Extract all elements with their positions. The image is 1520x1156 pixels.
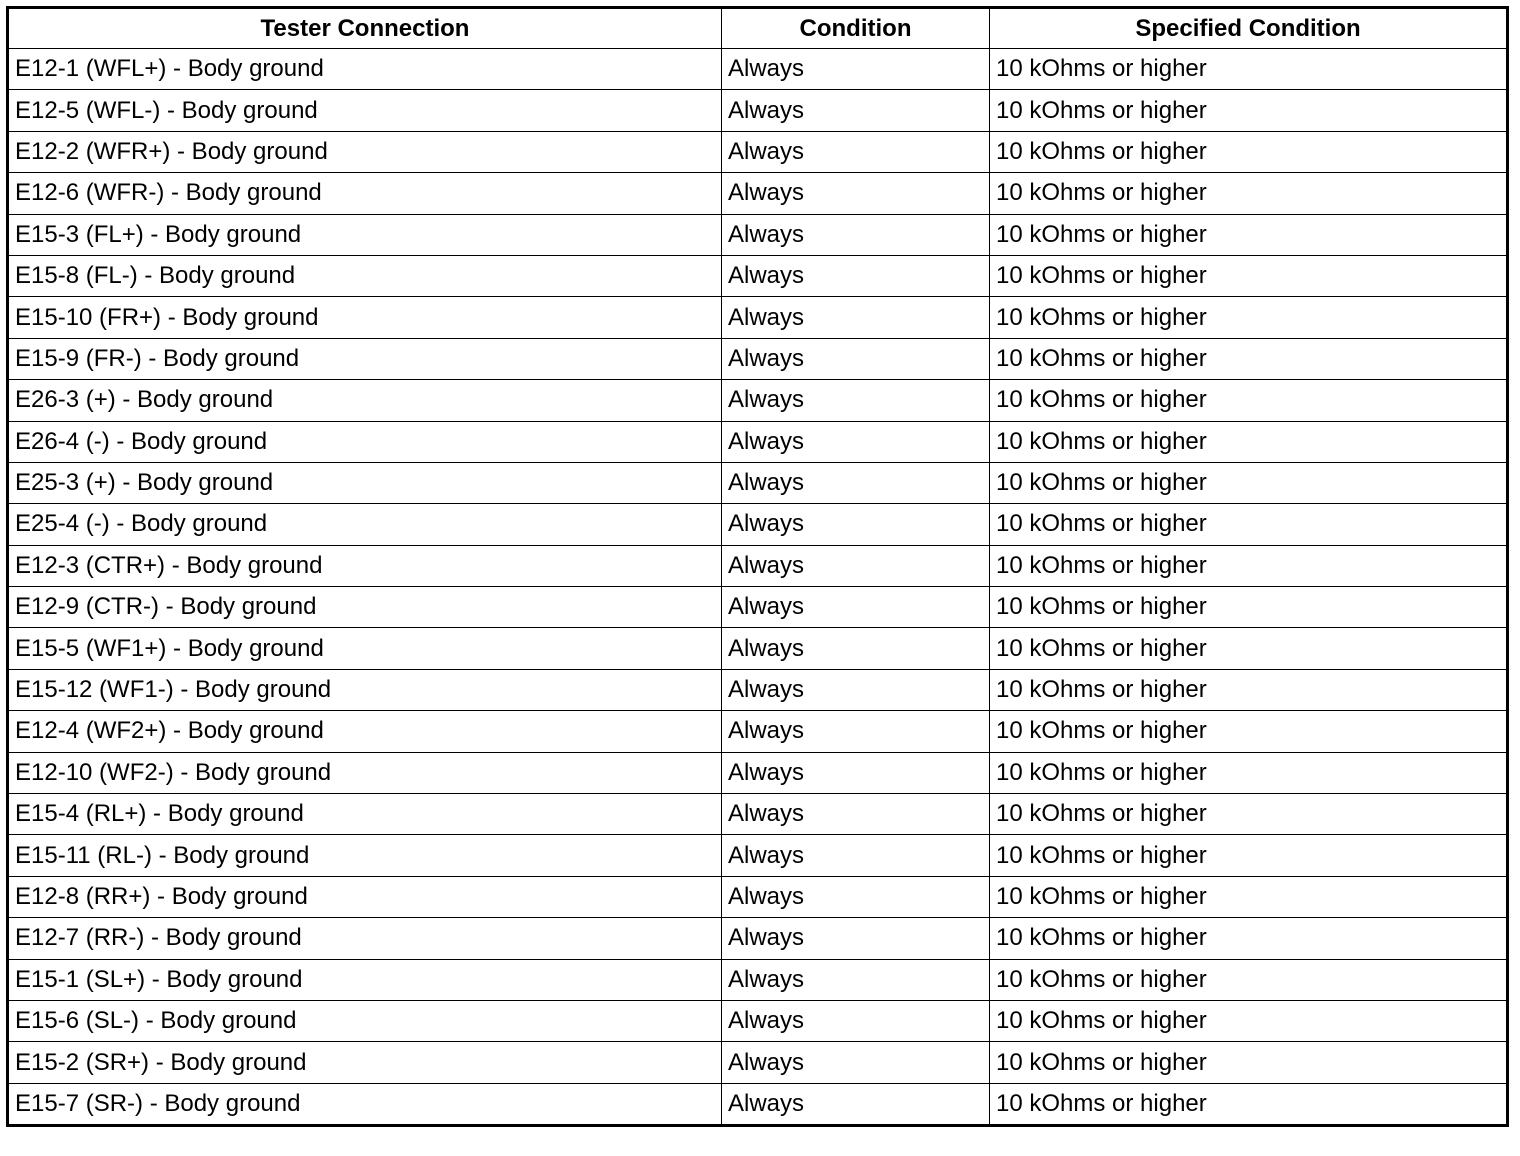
cell-specified-condition: 10 kOhms or higher — [990, 214, 1508, 255]
cell-specified-condition: 10 kOhms or higher — [990, 49, 1508, 90]
table-row — [8, 959, 1508, 1000]
cell-condition: Always — [722, 752, 990, 793]
cell-condition: Always — [722, 297, 990, 338]
cell-tester-connection: E25-4 (-) - Body ground — [8, 504, 722, 545]
cell-tester-connection: E12-3 (CTR+) - Body ground — [8, 545, 722, 586]
resistance-check-table-container — [6, 6, 1506, 1127]
table-row — [8, 214, 1508, 255]
cell-tester-connection: E15-7 (SR-) - Body ground — [8, 1083, 722, 1125]
cell-specified-condition: 10 kOhms or higher — [990, 90, 1508, 131]
cell-specified-condition: 10 kOhms or higher — [990, 131, 1508, 172]
table-row — [8, 173, 1508, 214]
table-row — [8, 297, 1508, 338]
header-tester-connection: Tester Connection — [8, 8, 722, 49]
cell-specified-condition: 10 kOhms or higher — [990, 255, 1508, 296]
cell-condition: Always — [722, 214, 990, 255]
table-row — [8, 628, 1508, 669]
cell-tester-connection: E15-6 (SL-) - Body ground — [8, 1000, 722, 1041]
header-specified-condition: Specified Condition — [990, 8, 1508, 49]
cell-condition: Always — [722, 1042, 990, 1083]
table-row — [8, 1000, 1508, 1041]
cell-tester-connection: E12-6 (WFR-) - Body ground — [8, 173, 722, 214]
cell-specified-condition: 10 kOhms or higher — [990, 380, 1508, 421]
cell-tester-connection: E25-3 (+) - Body ground — [8, 462, 722, 503]
cell-specified-condition: 10 kOhms or higher — [990, 876, 1508, 917]
cell-tester-connection: E15-9 (FR-) - Body ground — [8, 338, 722, 379]
cell-tester-connection: E15-8 (FL-) - Body ground — [8, 255, 722, 296]
table-row — [8, 835, 1508, 876]
cell-condition: Always — [722, 711, 990, 752]
cell-tester-connection: E15-10 (FR+) - Body ground — [8, 297, 722, 338]
cell-condition: Always — [722, 669, 990, 710]
cell-specified-condition: 10 kOhms or higher — [990, 918, 1508, 959]
cell-specified-condition: 10 kOhms or higher — [990, 462, 1508, 503]
cell-specified-condition: 10 kOhms or higher — [990, 338, 1508, 379]
table-body — [8, 49, 1508, 1126]
cell-tester-connection: E12-5 (WFL-) - Body ground — [8, 90, 722, 131]
cell-specified-condition: 10 kOhms or higher — [990, 1042, 1508, 1083]
cell-specified-condition: 10 kOhms or higher — [990, 297, 1508, 338]
cell-tester-connection: E15-2 (SR+) - Body ground — [8, 1042, 722, 1083]
cell-condition: Always — [722, 90, 990, 131]
cell-condition: Always — [722, 421, 990, 462]
cell-tester-connection: E15-5 (WF1+) - Body ground — [8, 628, 722, 669]
table-row — [8, 918, 1508, 959]
resistance-check-table — [6, 6, 1509, 1127]
table-header-row — [8, 8, 1508, 49]
cell-tester-connection: E15-4 (RL+) - Body ground — [8, 794, 722, 835]
cell-condition: Always — [722, 1000, 990, 1041]
cell-tester-connection: E15-1 (SL+) - Body ground — [8, 959, 722, 1000]
cell-condition: Always — [722, 380, 990, 421]
cell-specified-condition: 10 kOhms or higher — [990, 752, 1508, 793]
header-condition: Condition — [722, 8, 990, 49]
table-row — [8, 462, 1508, 503]
cell-tester-connection: E26-3 (+) - Body ground — [8, 380, 722, 421]
cell-specified-condition: 10 kOhms or higher — [990, 794, 1508, 835]
cell-condition: Always — [722, 918, 990, 959]
table-row — [8, 338, 1508, 379]
cell-tester-connection: E15-11 (RL-) - Body ground — [8, 835, 722, 876]
cell-condition: Always — [722, 462, 990, 503]
table-row — [8, 752, 1508, 793]
table-row — [8, 504, 1508, 545]
cell-condition: Always — [722, 1083, 990, 1125]
cell-condition: Always — [722, 959, 990, 1000]
table-row — [8, 131, 1508, 172]
cell-condition: Always — [722, 876, 990, 917]
table-row — [8, 1083, 1508, 1125]
table-row — [8, 421, 1508, 462]
table-row — [8, 587, 1508, 628]
cell-condition: Always — [722, 587, 990, 628]
table-row — [8, 876, 1508, 917]
cell-condition: Always — [722, 131, 990, 172]
table-row — [8, 255, 1508, 296]
cell-specified-condition: 10 kOhms or higher — [990, 421, 1508, 462]
table-row — [8, 1042, 1508, 1083]
cell-condition: Always — [722, 835, 990, 876]
cell-condition: Always — [722, 628, 990, 669]
cell-tester-connection: E12-8 (RR+) - Body ground — [8, 876, 722, 917]
table-row — [8, 545, 1508, 586]
cell-condition: Always — [722, 255, 990, 296]
table-row — [8, 90, 1508, 131]
cell-tester-connection: E12-9 (CTR-) - Body ground — [8, 587, 722, 628]
table-row — [8, 669, 1508, 710]
cell-tester-connection: E12-4 (WF2+) - Body ground — [8, 711, 722, 752]
cell-specified-condition: 10 kOhms or higher — [990, 711, 1508, 752]
cell-specified-condition: 10 kOhms or higher — [990, 545, 1508, 586]
cell-tester-connection: E26-4 (-) - Body ground — [8, 421, 722, 462]
table-row — [8, 794, 1508, 835]
cell-specified-condition: 10 kOhms or higher — [990, 669, 1508, 710]
table-row — [8, 380, 1508, 421]
cell-specified-condition: 10 kOhms or higher — [990, 835, 1508, 876]
cell-tester-connection: E12-2 (WFR+) - Body ground — [8, 131, 722, 172]
cell-specified-condition: 10 kOhms or higher — [990, 959, 1508, 1000]
table-row — [8, 711, 1508, 752]
table-row — [8, 49, 1508, 90]
cell-specified-condition: 10 kOhms or higher — [990, 1000, 1508, 1041]
cell-condition: Always — [722, 173, 990, 214]
cell-specified-condition: 10 kOhms or higher — [990, 1083, 1508, 1125]
cell-tester-connection: E12-10 (WF2-) - Body ground — [8, 752, 722, 793]
cell-tester-connection: E12-7 (RR-) - Body ground — [8, 918, 722, 959]
cell-specified-condition: 10 kOhms or higher — [990, 504, 1508, 545]
cell-specified-condition: 10 kOhms or higher — [990, 628, 1508, 669]
cell-specified-condition: 10 kOhms or higher — [990, 173, 1508, 214]
cell-tester-connection: E15-3 (FL+) - Body ground — [8, 214, 722, 255]
cell-condition: Always — [722, 545, 990, 586]
cell-condition: Always — [722, 504, 990, 545]
cell-condition: Always — [722, 794, 990, 835]
cell-condition: Always — [722, 338, 990, 379]
cell-tester-connection: E15-12 (WF1-) - Body ground — [8, 669, 722, 710]
cell-condition: Always — [722, 49, 990, 90]
cell-specified-condition: 10 kOhms or higher — [990, 587, 1508, 628]
cell-tester-connection: E12-1 (WFL+) - Body ground — [8, 49, 722, 90]
